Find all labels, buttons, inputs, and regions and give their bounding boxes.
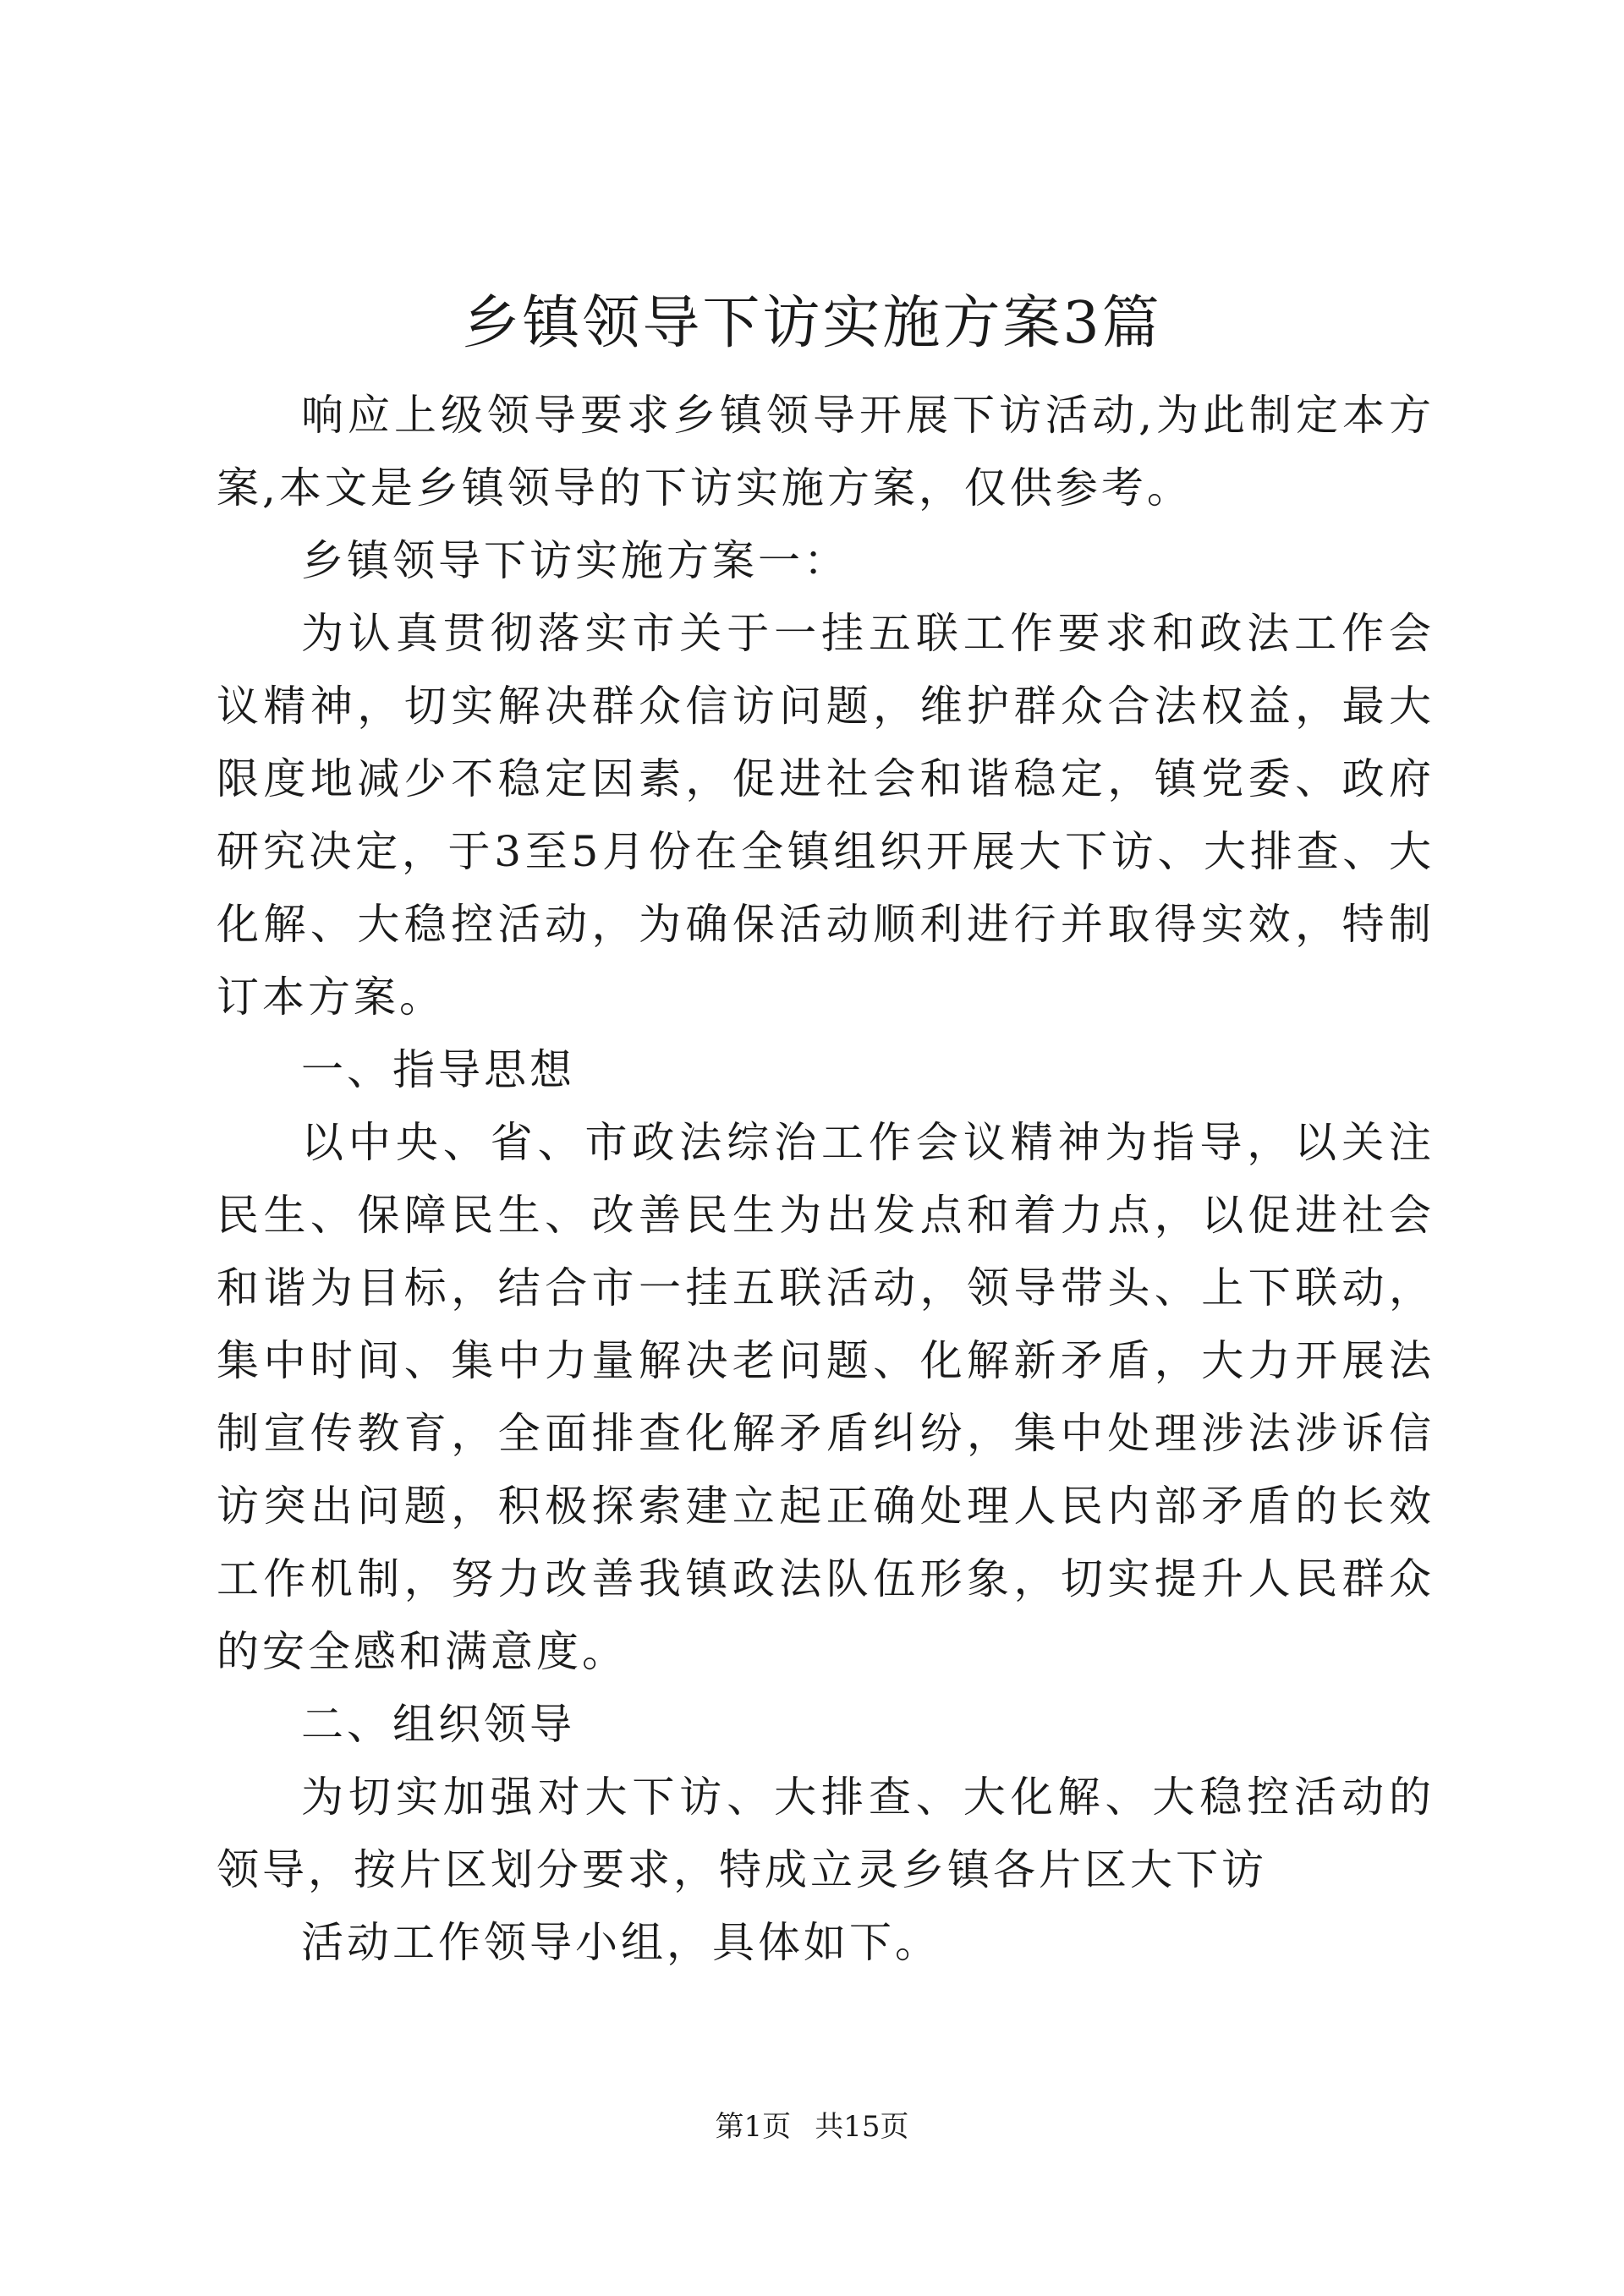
page-number: 第1页 bbox=[715, 2110, 792, 2144]
page-footer bbox=[0, 2106, 1624, 2148]
paragraph-leading-group: 活动工作领导小组，具体如下。 bbox=[301, 1918, 941, 1967]
page-total: 共15页 bbox=[815, 2110, 909, 2144]
paragraph-organization: 为切实加强对大下访、大排查、大化解、大稳控活动的领导，按片区划分要求，特成立灵乡镇各片区大下访 bbox=[217, 1773, 1435, 1894]
section-heading-guiding-thought: 一、指导思想 bbox=[301, 1045, 575, 1094]
document-title: 乡镇领导下访实施方案3篇 bbox=[462, 290, 1162, 357]
section-heading-organization: 二、组织领导 bbox=[301, 1700, 575, 1749]
paragraph-plan-one-heading: 乡镇领导下访实施方案一： bbox=[301, 536, 849, 585]
paragraph-purpose: 为认真贯彻落实市关于一挂五联工作要求和政法工作会议精神，切实解决群众信访问题，维护群众合法权益，最大限度地减少不稳定因素，促进社会和谐稳定，镇党委、政府研究决定，于3至5月份在全镇组织开展大下访、大排查、大化解、大稳控活动，为确保活动顺利进行并取得实效，特制订本方案。 bbox=[217, 609, 1435, 1022]
paragraph-intro: 响应上级领导要求乡镇领导开展下访活动,为此制定本方案,本文是乡镇领导的下访实施方案，仅供参考。 bbox=[217, 391, 1435, 512]
paragraph-guiding-thought: 以中央、省、市政法综治工作会议精神为指导，以关注民生、保障民生、改善民生为出发点和着力点，以促进社会和谐为目标，结合市一挂五联活动，领导带头、上下联动，集中时间、集中力量解决老问题、化解新矛盾，大力开展法制宣传教育，全面排查化解矛盾纠纷，集中处理涉法涉诉信访突出问题，积极探索建立起正确处理人民内部矛盾的长效工作机制，努力改善我镇政法队伍形象，切实提升人民群众的安全感和满意度。 bbox=[217, 1118, 1435, 1676]
document-body bbox=[217, 379, 1435, 1979]
